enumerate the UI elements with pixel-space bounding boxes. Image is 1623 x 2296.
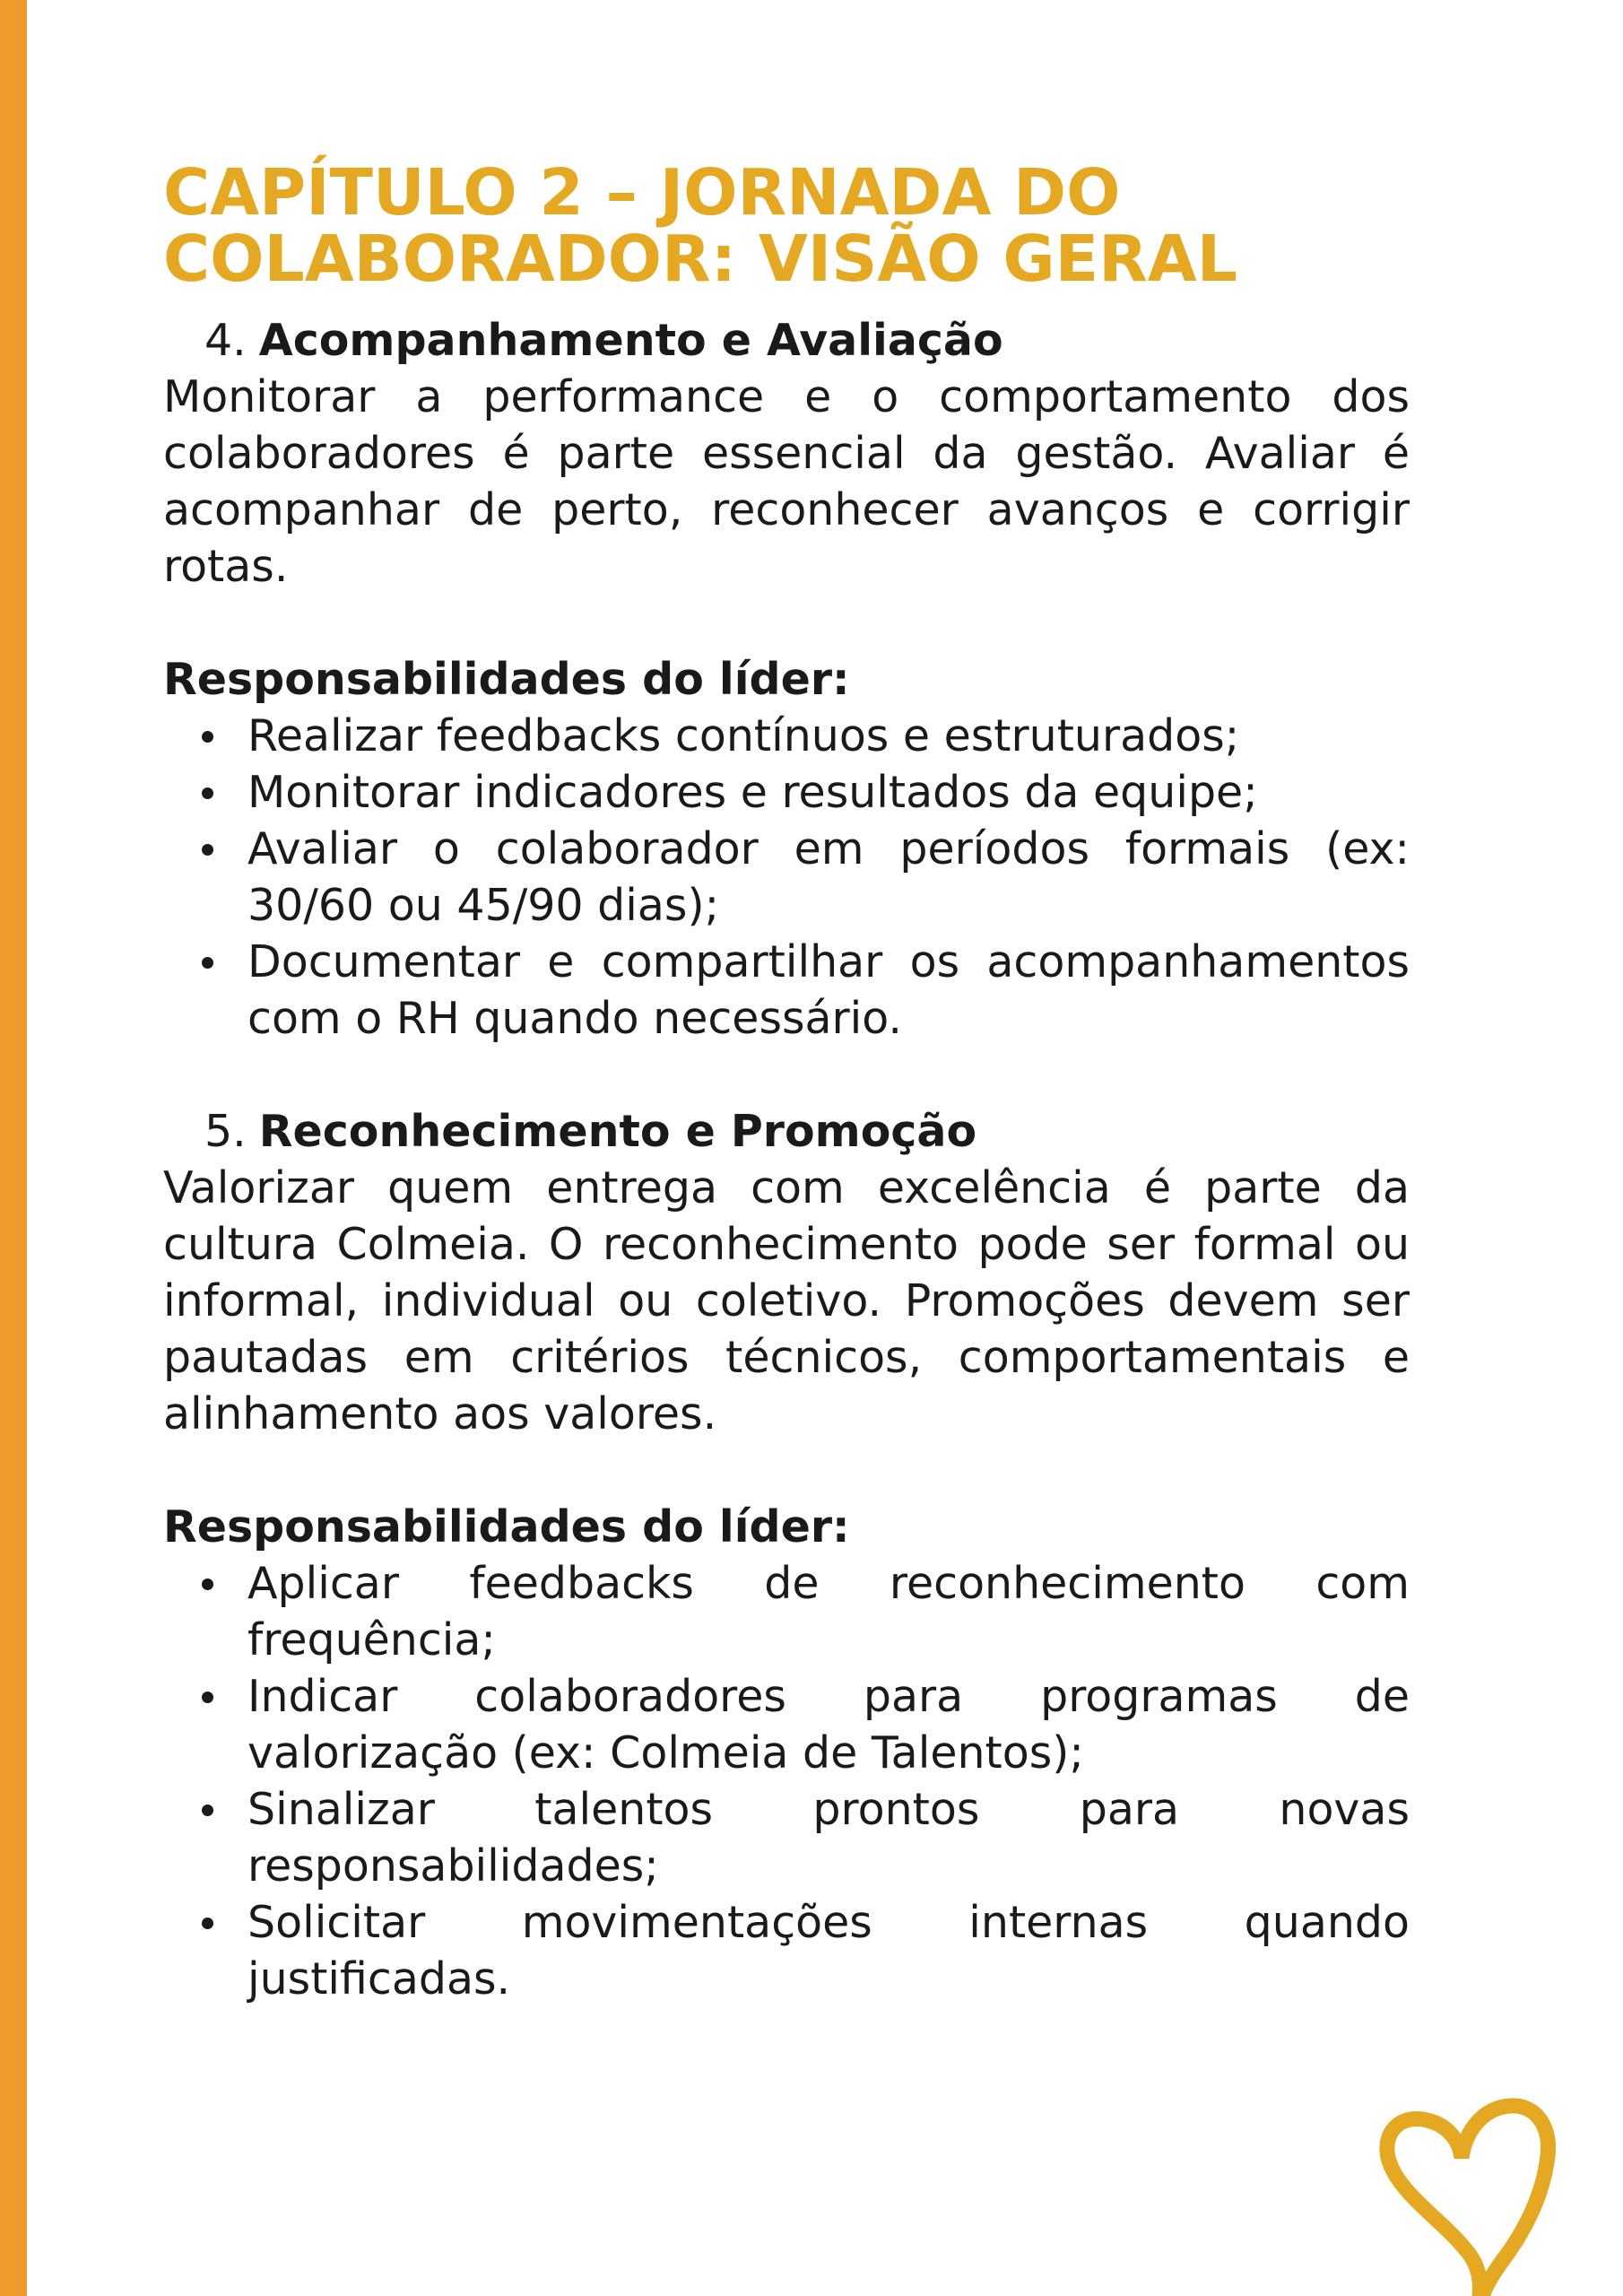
- section-5-paragraph: Valorizar quem entrega com excelência é parte da cultura Colmeia. O reconhecimento pode ser formal ou informal, individual ou coletivo. Promoções devem ser pautadas em critérios técnicos, comportamentais e alinhamento aos valores.: [163, 1162, 1410, 1439]
- section-5-responsibilities-title: Responsabilidades do líder:: [163, 1501, 850, 1552]
- page-title: [163, 155, 1410, 296]
- list-item-text: Solicitar movimentações internas quando justificadas.: [247, 1897, 1410, 2005]
- section-4-responsibilities-list: [163, 708, 1410, 1047]
- bullet-icon: [202, 787, 213, 799]
- section-5-heading: [163, 1103, 1410, 1160]
- section-4-title: Acompanhamento e Avaliação: [258, 315, 1003, 366]
- section-5-title: Reconhecimento e Promoção: [258, 1106, 977, 1157]
- list-item-text: Realizar feedbacks contínuos e estruturados;: [247, 710, 1240, 761]
- bullet-icon: [202, 1692, 213, 1703]
- bullet-icon: [202, 957, 213, 969]
- list-item: [163, 934, 1410, 1047]
- list-item: [163, 1781, 1410, 1894]
- side-accent-bar: [0, 0, 27, 2296]
- list-item-text: Monitorar indicadores e resultados da equipe;: [247, 767, 1258, 818]
- list-item: [163, 1555, 1410, 1668]
- page-content: [163, 155, 1410, 2007]
- list-item-text: Indicar colaboradores para programas de valorização (ex: Colmeia de Talentos);: [247, 1671, 1410, 1779]
- section-5-number: 5.: [204, 1106, 247, 1157]
- section-4-heading: [163, 312, 1410, 369]
- list-item: [163, 708, 1410, 764]
- list-item: [163, 1668, 1410, 1781]
- page-title-line-1: CAPÍTULO 2 – JORNADA DO: [163, 155, 1121, 230]
- bullet-icon: [202, 1578, 213, 1590]
- section-5-responsibilities-list: [163, 1555, 1410, 2007]
- list-item: [163, 764, 1410, 821]
- heart-logo-icon: [1377, 2090, 1557, 2296]
- spacer: [163, 1047, 1410, 1103]
- page-title-line-2: COLABORADOR: VISÃO GERAL: [163, 222, 1237, 296]
- list-item: [163, 821, 1410, 934]
- section-4-responsibilities-title: Responsabilidades do líder:: [163, 654, 850, 705]
- list-item-text: Avaliar o colaborador em períodos formais (ex: 30/60 ou 45/90 dias);: [247, 823, 1410, 931]
- bullet-icon: [202, 1805, 213, 1816]
- section-4-paragraph: Monitorar a performance e o comportamento dos colaboradores é parte essencial da gestão. Avaliar é acompanhar de perto, reconhecer avanços e corrigir rotas.: [163, 371, 1410, 592]
- bullet-icon: [202, 844, 213, 856]
- list-item-text: Aplicar feedbacks de reconhecimento com frequência;: [247, 1558, 1410, 1665]
- bullet-icon: [202, 1918, 213, 1929]
- section-4-number: 4.: [204, 315, 247, 366]
- list-item-text: Documentar e compartilhar os acompanhamentos com o RH quando necessário.: [247, 936, 1410, 1044]
- bullet-icon: [202, 731, 213, 743]
- list-item-text: Sinalizar talentos prontos para novas responsabilidades;: [247, 1784, 1410, 1892]
- list-item: [163, 1894, 1410, 2007]
